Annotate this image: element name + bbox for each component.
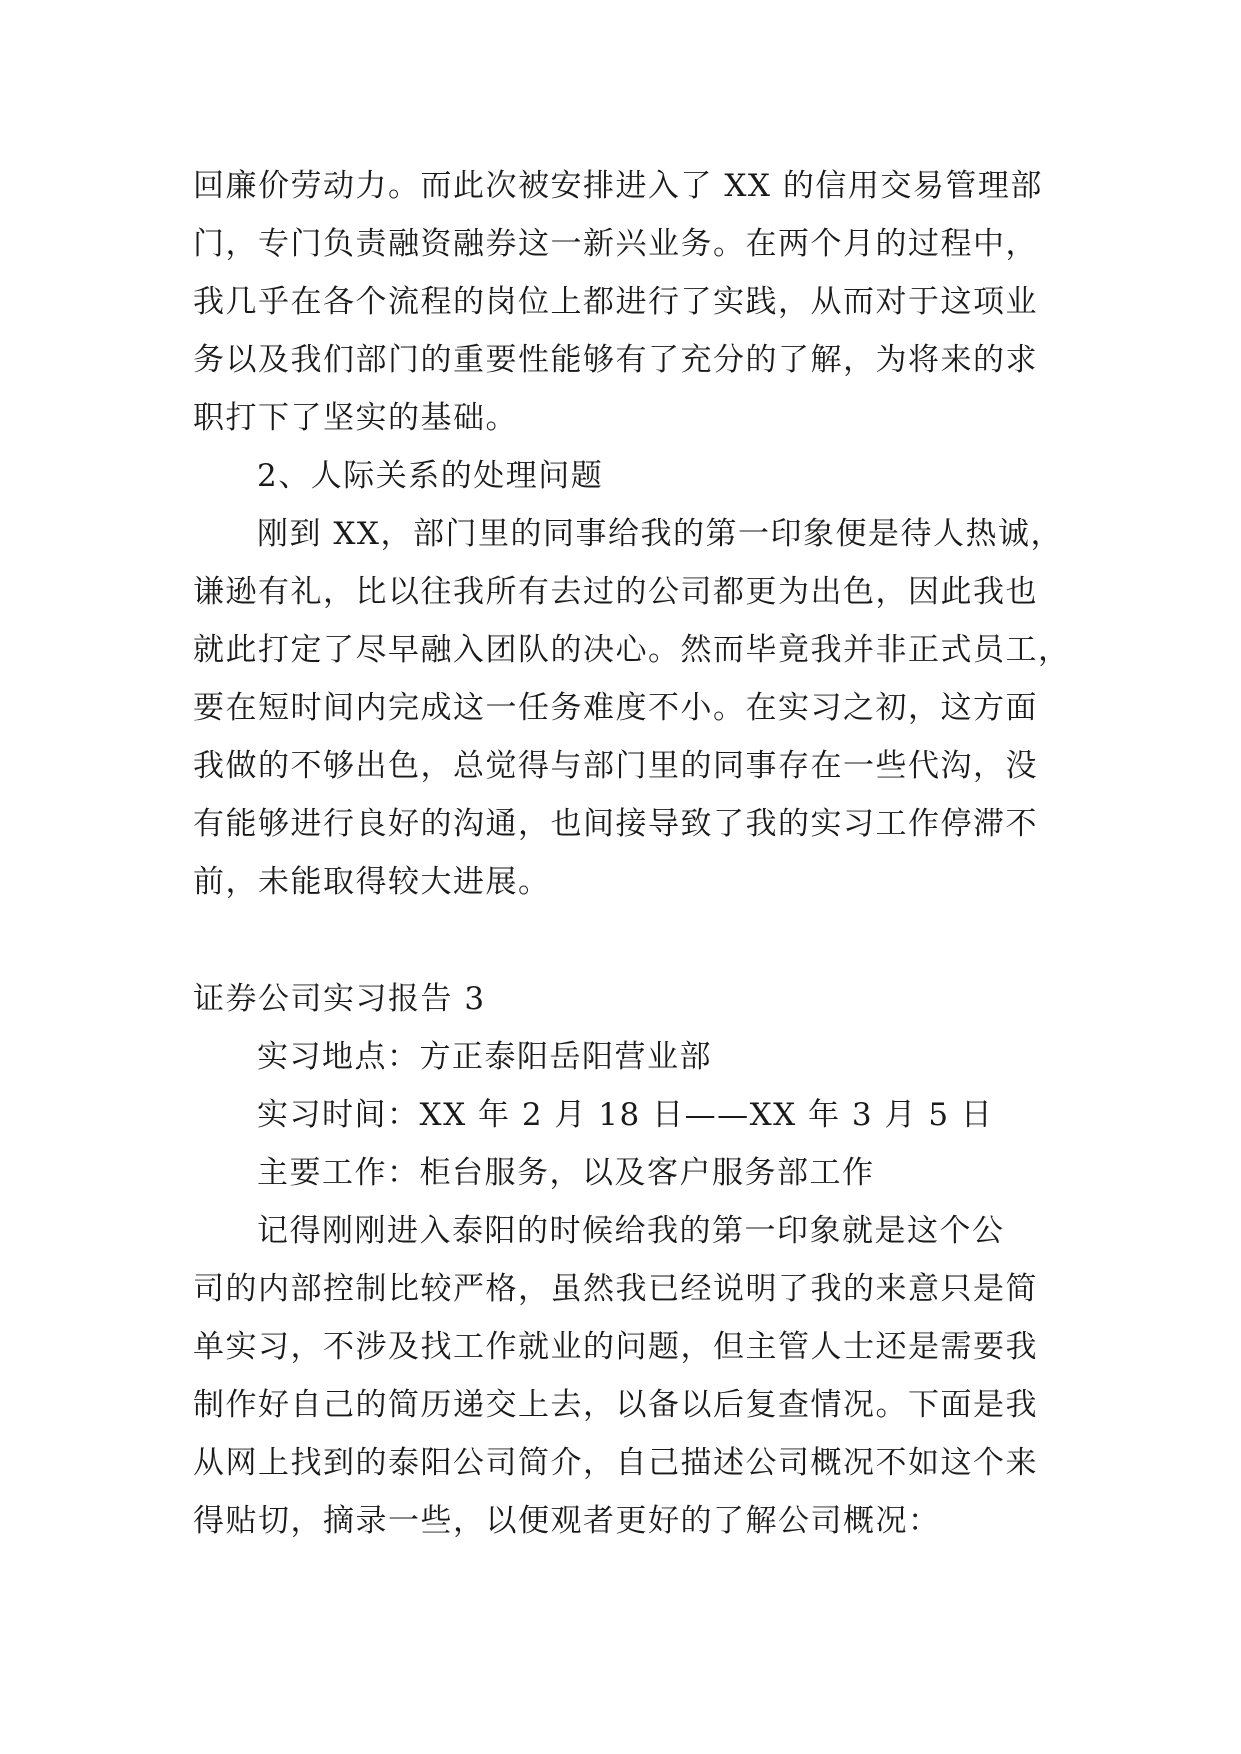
paragraph-line: 刚到 XX，部门里的同事给我的第一印象便是待人热诚，: [257, 516, 1063, 552]
paragraph-line: 要在短时间内完成这一任务难度不小。在实习之初，这方面: [193, 690, 1038, 726]
paragraph-line: 司的内部控制比较严格，虽然我已经说明了我的来意只是简: [193, 1271, 1038, 1307]
paragraph-line: 我做的不够出色，总觉得与部门里的同事存在一些代沟，没: [193, 748, 1038, 784]
paragraph-line: 我几乎在各个流程的岗位上都进行了实践，从而对于这项业: [193, 284, 1038, 320]
paragraph-line: 有能够进行良好的沟通，也间接导致了我的实习工作停滞不: [193, 806, 1038, 842]
section-heading: 2、人际关系的处理问题: [257, 458, 604, 494]
paragraph-line: 前，未能取得较大进展。: [193, 864, 551, 900]
paragraph-line: 务以及我们部门的重要性能够有了充分的了解，为将来的求: [193, 342, 1038, 378]
report-title: 证券公司实习报告 3: [193, 981, 486, 1017]
paragraph-line: 记得刚刚进入泰阳的时候给我的第一印象就是这个公: [257, 1213, 1005, 1249]
info-work: 主要工作：柜台服务，以及客户服务部工作: [257, 1155, 875, 1191]
paragraph-line: 就此打定了尽早融入团队的决心。然而毕竟我并非正式员工，: [193, 632, 1071, 668]
info-location: 实习地点：方正泰阳岳阳营业部: [257, 1039, 712, 1075]
paragraph-line: 制作好自己的简历递交上去，以备以后复查情况。下面是我: [193, 1387, 1038, 1423]
paragraph-line: 回廉价劳动力。而此次被安排进入了 XX 的信用交易管理部: [193, 168, 1043, 204]
paragraph-line: 门，专门负责融资融券这一新兴业务。在两个月的过程中，: [193, 226, 1038, 262]
paragraph-line: 谦逊有礼，比以往我所有去过的公司都更为出色，因此我也: [193, 574, 1038, 610]
paragraph-line: 职打下了坚实的基础。: [193, 400, 518, 436]
paragraph-line: 从网上找到的泰阳公司简介，自己描述公司概况不如这个来: [193, 1445, 1038, 1481]
info-period: 实习时间：XX 年 2 月 18 日——XX 年 3 月 5 日: [257, 1097, 994, 1133]
paragraph-line: 单实习，不涉及找工作就业的问题，但主管人士还是需要我: [193, 1329, 1038, 1365]
paragraph-line: 得贴切，摘录一些，以便观者更好的了解公司概况：: [193, 1503, 941, 1539]
